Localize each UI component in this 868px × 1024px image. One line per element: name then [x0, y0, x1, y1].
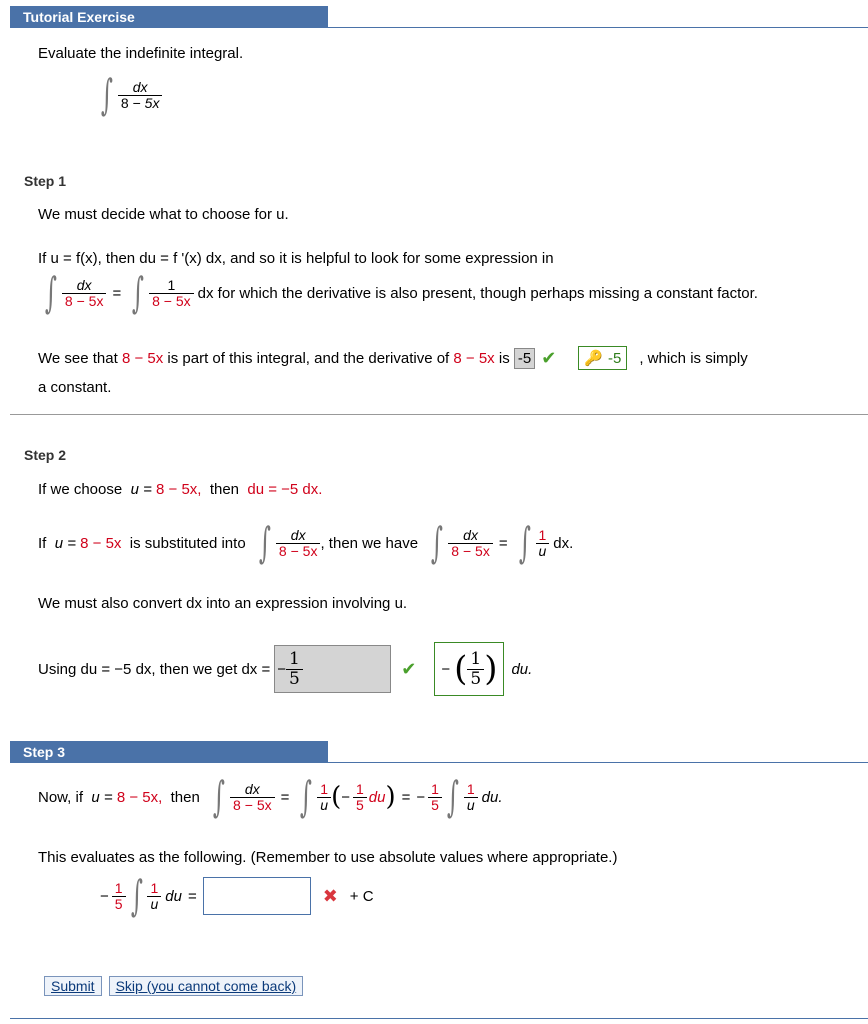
problem-integral: [96, 70, 162, 119]
step1-line-a: If u = f(x), then du = f '(x) dx, and so it is helpful to look for some expression in: [38, 250, 554, 267]
button-row: [44, 976, 303, 996]
divider: [10, 414, 868, 415]
check-icon: ✔: [401, 658, 417, 679]
step2-choose: If we choose u = 8 − 5x, then du = −5 dx.: [38, 481, 323, 498]
step1-line-b: dx for which the derivative is also present, though perhaps missing a constant factor.: [197, 284, 758, 302]
step2-convert: We must also convert dx into an expression involving u.: [38, 595, 408, 612]
problem-fraction: [118, 80, 163, 111]
key-icon: 🔑: [584, 350, 603, 367]
integral-sign: ∫: [518, 518, 531, 567]
header-rule: [10, 762, 868, 763]
plus-c: + C: [349, 887, 374, 905]
fraction: $\frac{dx}{8 - 5x}$: [62, 278, 107, 309]
check-icon: ✔: [541, 347, 557, 368]
equals: =: [112, 284, 122, 302]
step2-subst-row: If u = 8 − 5x is substituted into ∫ $\frac{dx}{8 - 5x}$ , then we have ∫ $\frac{dx}{8 - 5x}$ = ∫ $\frac{1}{u}$ dx.: [38, 518, 574, 567]
dx-correct-box: − ( $\frac{1}{5}$ ): [434, 642, 504, 696]
step2-label: Step 2: [24, 447, 67, 463]
step1-derivative-row: We see that 8 − 5x is part of this integral, and the derivative of 8 − 5x is -5 ✔ 🔑 -5 , which is simply: [38, 345, 748, 371]
step1-integral-row: [40, 268, 758, 317]
problem-prompt: Evaluate the indefinite integral.: [38, 45, 244, 62]
integral-sign: ∫: [44, 268, 57, 317]
tutorial-title: Tutorial Exercise: [23, 9, 135, 25]
incorrect-icon: ✖: [322, 885, 338, 906]
integral-sign: ∫: [431, 518, 444, 567]
integral-sign: ∫: [132, 268, 145, 317]
bottom-rule: [10, 1018, 868, 1019]
dx-answer-box[interactable]: − $\frac{1}{5}$: [274, 645, 391, 693]
answer-box[interactable]: -5: [514, 348, 535, 369]
step3-header: Step 3: [10, 741, 328, 763]
step1-text: We must decide what to choose for u.: [38, 206, 289, 223]
step1-label: Step 1: [24, 173, 67, 189]
fraction-denominator: 8 − 5x: [118, 95, 163, 111]
step3-now-row: Now, if u = 8 − 5x, then ∫ $\frac{dx}{8 - 5x}$ = ∫ $\frac{1}{u}$ ( − $\frac{1}{5}$ du ) = − $\frac{1}{5}$ ∫ $\frac{1}{u}$ du.: [38, 772, 503, 821]
final-answer-input[interactable]: [203, 877, 311, 915]
submit-button[interactable]: Submit: [44, 976, 102, 996]
fraction-numerator: dx: [132, 78, 148, 95]
skip-button[interactable]: Skip (you cannot come back): [109, 976, 304, 996]
header-rule: [10, 27, 868, 28]
step1-constant: a constant.: [38, 379, 112, 396]
fraction: $\frac{1}{8 - 5x}$: [149, 278, 194, 309]
step3-answer-row: − $\frac{1}{5}$ ∫ $\frac{1}{u}$ du = ✖ + C: [100, 871, 374, 920]
integral-sign: ∫: [258, 518, 271, 567]
tutorial-header: [10, 6, 328, 28]
step2-dx-row: Using du = −5 dx, then we get dx = − $\frac{1}{5}$ ✔ − ( $\frac{1}{5}$ ) du.: [38, 642, 532, 696]
correct-answer-box: 🔑 -5: [578, 346, 627, 370]
step3-evaluates: This evaluates as the following. (Remember to use absolute values where appropriate.): [38, 849, 618, 866]
integral-sign: ∫: [100, 70, 113, 119]
